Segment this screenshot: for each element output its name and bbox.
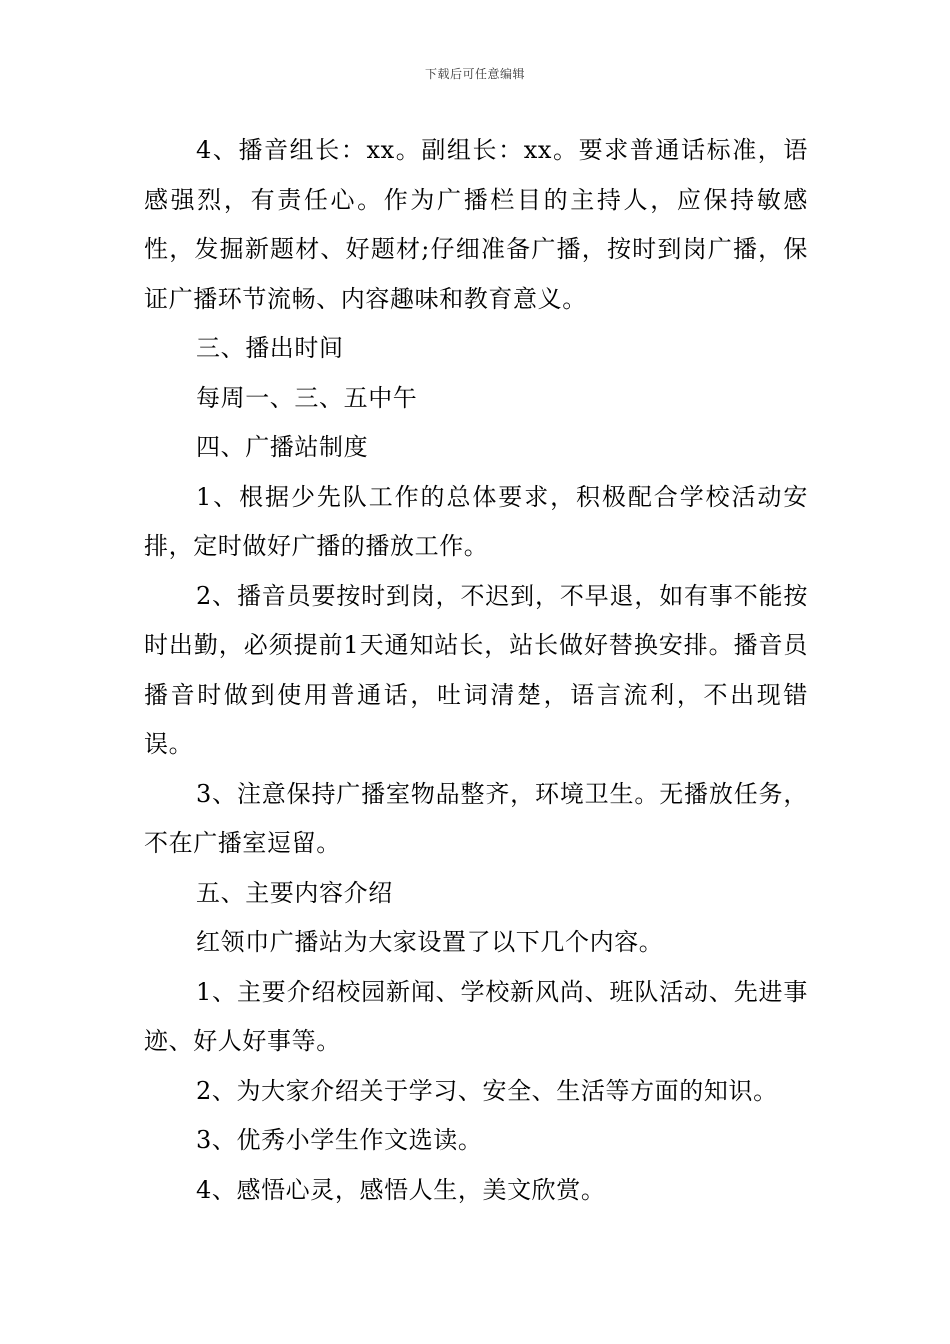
paragraph-broadcast-schedule: 每周一、三、五中午 <box>196 383 418 412</box>
paragraph-rule-3: 3、注意保持广播室物品整齐，环境卫生。无播放任务，不在广播室逗留。 <box>144 779 808 857</box>
section-heading-broadcast-time: 三、播出时间 <box>196 334 344 362</box>
paragraph-content-2: 2、为大家介绍关于学习、安全、生活等方面的知识。 <box>196 1076 778 1105</box>
paragraph-rule-1: 1、根据少先队工作的总体要求，积极配合学校活动安排，定时做好广播的播放工作。 <box>144 482 808 560</box>
page-header: 下载后可任意编辑 <box>424 67 525 81</box>
paragraph-content-intro: 红领巾广播站为大家设置了以下几个内容。 <box>196 928 664 956</box>
paragraph-broadcast-leader: 4、播音组长：xx。副组长：xx。要求普通话标准，语感强烈，有责任心。作为广播栏目的主持人，应保持敏感性，发掘新题材、好题材;仔细准备广播，按时到岗广播，保证广播环节流畅、内容趣味和教育意义。 <box>144 136 808 313</box>
paragraph-content-4: 4、感悟心灵，感悟人生，美文欣赏。 <box>196 1175 606 1204</box>
section-heading-main-content: 五、主要内容介绍 <box>196 878 393 907</box>
document-body <box>144 126 808 1215</box>
paragraph-rule-2: 2、播音员要按时到岗，不迟到，不早退，如有事不能按时出勤，必须提前1天通知站长，站长做好替换安排。播音员播音时做到使用普通话，吐词清楚，语言流利，不出现错误。 <box>144 581 808 758</box>
paragraph-content-1: 1、主要介绍校园新闻、学校新风尚、班队活动、先进事迹、好人好事等。 <box>144 977 808 1055</box>
section-heading-station-rules: 四、广播站制度 <box>196 433 369 461</box>
paragraph-content-3: 3、优秀小学生作文选读。 <box>196 1126 483 1154</box>
